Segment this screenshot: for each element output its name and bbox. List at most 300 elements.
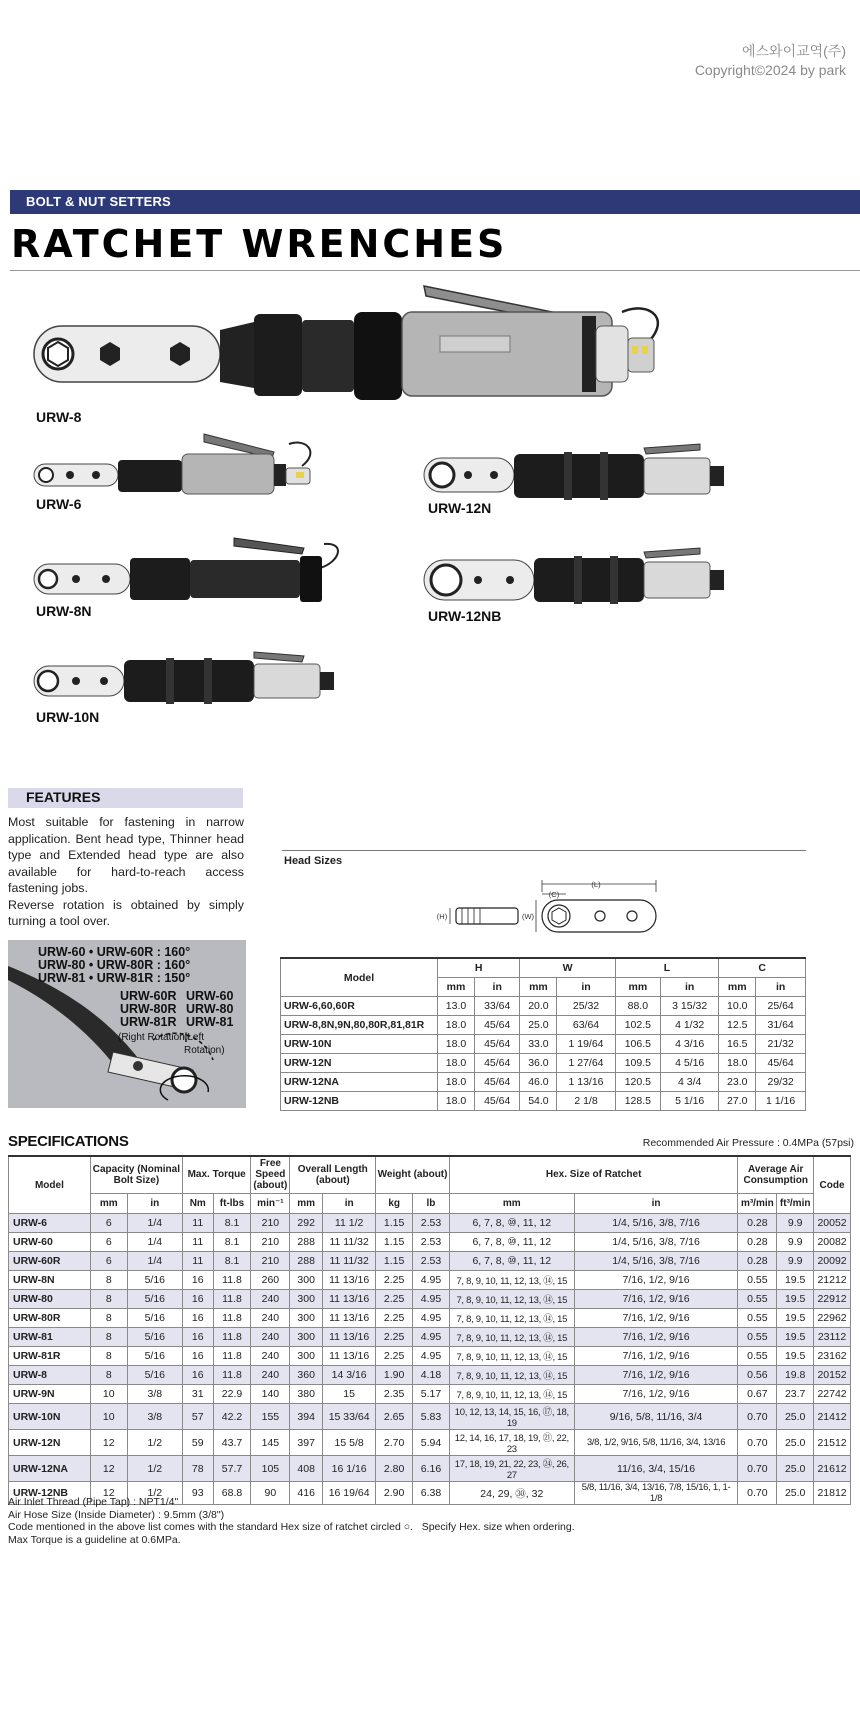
- spec-model-cell: URW-60R: [9, 1252, 91, 1271]
- spec-value-cell: 57.7: [213, 1456, 251, 1482]
- spec-model-cell: URW-8N: [9, 1271, 91, 1290]
- spec-value-cell: 43.7: [213, 1430, 251, 1456]
- spec-value-cell: 25.0: [777, 1430, 814, 1456]
- spec-value-cell: 1/2: [127, 1430, 182, 1456]
- spec-value-cell: 9.9: [777, 1233, 814, 1252]
- spec-value-cell: 9.9: [777, 1214, 814, 1233]
- spec-value-cell: 408: [290, 1456, 323, 1482]
- spec-value-cell: 16: [182, 1290, 213, 1309]
- spec-value-cell: 21812: [814, 1482, 851, 1505]
- angle-photo: [8, 940, 246, 1108]
- page-title: RATCHET WRENCHES: [11, 222, 508, 266]
- spec-value-cell: 0.70: [738, 1430, 777, 1456]
- spec-header-model: Model: [9, 1156, 91, 1214]
- spec-value-cell: 11 11/32: [323, 1252, 376, 1271]
- spec-value-cell: 145: [251, 1430, 290, 1456]
- hs-value-cell: 4 3/4: [661, 1073, 719, 1092]
- spec-value-cell: 5/16: [127, 1366, 182, 1385]
- hs-unit-header: mm: [438, 978, 475, 997]
- spec-value-cell: 21412: [814, 1404, 851, 1430]
- spec-notes: [8, 1496, 575, 1546]
- hs-value-cell: 3 15/32: [661, 997, 719, 1016]
- spec-value-cell: 11.8: [213, 1347, 251, 1366]
- right-model-1: URW-60R: [120, 989, 177, 1003]
- spec-value-cell: 394: [290, 1404, 323, 1430]
- hs-model-cell: URW-12NB: [281, 1092, 438, 1111]
- hs-value-cell: 45/64: [474, 1016, 519, 1035]
- spec-model-cell: URW-6: [9, 1214, 91, 1233]
- hs-value-cell: 120.5: [615, 1073, 660, 1092]
- spec-value-cell: 7, 8, 9, 10, 11, 12, 13, ⑭, 15: [449, 1271, 574, 1290]
- spec-value-cell: 1.15: [376, 1233, 413, 1252]
- hs-value-cell: 13.0: [438, 997, 475, 1016]
- spec-value-cell: 23162: [814, 1347, 851, 1366]
- spec-value-cell: 15 33/64: [323, 1404, 376, 1430]
- features-heading: FEATURES: [26, 789, 101, 805]
- hs-value-cell: 45/64: [474, 1054, 519, 1073]
- hs-value-cell: 12.5: [719, 1016, 756, 1035]
- spec-value-cell: 8: [90, 1271, 127, 1290]
- spec-value-cell: 4.95: [413, 1271, 450, 1290]
- spec-table-row: [9, 1347, 851, 1366]
- spec-table-row: [9, 1290, 851, 1309]
- hs-unit-header: in: [557, 978, 615, 997]
- spec-value-cell: 24, 29, ㉚, 32: [449, 1482, 574, 1505]
- hs-table-row: [281, 1035, 806, 1054]
- spec-value-cell: 3/8: [127, 1385, 182, 1404]
- spec-value-cell: 11 11/32: [323, 1233, 376, 1252]
- spec-value-cell: 2.53: [413, 1214, 450, 1233]
- spec-model-cell: URW-12N: [9, 1430, 91, 1456]
- spec-value-cell: 7/16, 1/2, 9/16: [574, 1290, 738, 1309]
- hs-table-row: [281, 1073, 806, 1092]
- title-divider: [10, 270, 860, 271]
- spec-value-cell: 0.70: [738, 1456, 777, 1482]
- spec-value-cell: 7, 8, 9, 10, 11, 12, 13, ⑭, 15: [449, 1366, 574, 1385]
- spec-value-cell: 288: [290, 1233, 323, 1252]
- spec-value-cell: 22912: [814, 1290, 851, 1309]
- spec-value-cell: 1/4, 5/16, 3/8, 7/16: [574, 1252, 738, 1271]
- tool-image-urw-10n: [34, 648, 354, 712]
- spec-value-cell: 11 13/16: [323, 1271, 376, 1290]
- spec-value-cell: 3/8, 1/2, 9/16, 5/8, 11/16, 3/4, 13/16: [574, 1430, 738, 1456]
- hs-model-cell: URW-10N: [281, 1035, 438, 1054]
- spec-value-cell: 12: [90, 1430, 127, 1456]
- spec-value-cell: 10, 12, 13, 14, 15, 16, ⑰, 18, 19: [449, 1404, 574, 1430]
- spec-value-cell: 12, 14, 16, 17, 18, 19, ㉑, 22, 23: [449, 1430, 574, 1456]
- spec-value-cell: 11.8: [213, 1328, 251, 1347]
- spec-unit-header: mm: [290, 1193, 323, 1213]
- dim-label-w: (W): [521, 912, 535, 921]
- spec-value-cell: 0.55: [738, 1309, 777, 1328]
- spec-value-cell: 1/4: [127, 1233, 182, 1252]
- hs-value-cell: 33/64: [474, 997, 519, 1016]
- spec-value-cell: 12: [90, 1482, 127, 1505]
- spec-value-cell: 21212: [814, 1271, 851, 1290]
- hs-value-cell: 54.0: [520, 1092, 557, 1111]
- spec-value-cell: 9/16, 5/8, 11/16, 3/4: [574, 1404, 738, 1430]
- spec-value-cell: 15 5/8: [323, 1430, 376, 1456]
- spec-value-cell: 300: [290, 1271, 323, 1290]
- spec-model-cell: URW-8: [9, 1366, 91, 1385]
- hs-value-cell: 1 13/16: [557, 1073, 615, 1092]
- spec-value-cell: 240: [251, 1347, 290, 1366]
- spec-value-cell: 22742: [814, 1385, 851, 1404]
- spec-value-cell: 14 3/16: [323, 1366, 376, 1385]
- spec-value-cell: 4.95: [413, 1309, 450, 1328]
- spec-model-cell: URW-10N: [9, 1404, 91, 1430]
- features-text: [8, 814, 244, 930]
- hs-value-cell: 63/64: [557, 1016, 615, 1035]
- angle-line-1: URW-60 • URW-60R : 160°: [38, 945, 191, 959]
- spec-value-cell: 6: [90, 1214, 127, 1233]
- spec-unit-header: Nm: [182, 1193, 213, 1213]
- spec-table-row: [9, 1430, 851, 1456]
- dim-label-c: (C): [548, 890, 560, 899]
- spec-value-cell: 7/16, 1/2, 9/16: [574, 1309, 738, 1328]
- head-sizes-divider: [282, 850, 806, 851]
- spec-value-cell: 5.83: [413, 1404, 450, 1430]
- spec-value-cell: 15: [323, 1385, 376, 1404]
- dim-label-l: (L): [591, 880, 601, 889]
- spec-value-cell: 5.17: [413, 1385, 450, 1404]
- spec-value-cell: 9.9: [777, 1252, 814, 1271]
- spec-value-cell: 11 1/2: [323, 1214, 376, 1233]
- spec-value-cell: 11: [182, 1233, 213, 1252]
- hs-value-cell: 4 5/16: [661, 1054, 719, 1073]
- spec-header-hex: Hex. Size of Ratchet: [449, 1156, 738, 1193]
- hs-unit-header: mm: [520, 978, 557, 997]
- hs-value-cell: 45/64: [474, 1092, 519, 1111]
- dim-label-h: (H): [436, 912, 448, 921]
- spec-unit-header: in: [574, 1193, 738, 1213]
- hs-model-cell: URW-12NA: [281, 1073, 438, 1092]
- spec-value-cell: 90: [251, 1482, 290, 1505]
- spec-table-row: [9, 1366, 851, 1385]
- spec-value-cell: 19.8: [777, 1366, 814, 1385]
- spec-value-cell: 300: [290, 1290, 323, 1309]
- spec-value-cell: 1.15: [376, 1214, 413, 1233]
- spec-value-cell: 7/16, 1/2, 9/16: [574, 1328, 738, 1347]
- spec-value-cell: 68.8: [213, 1482, 251, 1505]
- spec-value-cell: 11: [182, 1252, 213, 1271]
- spec-unit-header: in: [127, 1193, 182, 1213]
- spec-value-cell: 7/16, 1/2, 9/16: [574, 1347, 738, 1366]
- spec-value-cell: 11/16, 3/4, 15/16: [574, 1456, 738, 1482]
- hs-value-cell: 45/64: [474, 1073, 519, 1092]
- spec-value-cell: 93: [182, 1482, 213, 1505]
- specifications-table: [8, 1155, 851, 1505]
- spec-value-cell: 19.5: [777, 1309, 814, 1328]
- spec-unit-header: kg: [376, 1193, 413, 1213]
- spec-value-cell: 19.5: [777, 1347, 814, 1366]
- spec-unit-header: lb: [413, 1193, 450, 1213]
- hs-unit-header: mm: [719, 978, 756, 997]
- hs-value-cell: 18.0: [438, 1092, 475, 1111]
- spec-value-cell: 25.0: [777, 1404, 814, 1430]
- spec-unit-header: ft³/min: [777, 1193, 814, 1213]
- hs-value-cell: 25/32: [557, 997, 615, 1016]
- hs-value-cell: 18.0: [438, 1073, 475, 1092]
- tool-image-urw-6: [34, 430, 324, 500]
- spec-value-cell: 300: [290, 1328, 323, 1347]
- spec-table-row: [9, 1404, 851, 1430]
- spec-value-cell: 20082: [814, 1233, 851, 1252]
- category-bar: [10, 190, 860, 214]
- hs-value-cell: 18.0: [719, 1054, 756, 1073]
- spec-value-cell: 22.9: [213, 1385, 251, 1404]
- spec-value-cell: 16: [182, 1347, 213, 1366]
- spec-value-cell: 0.55: [738, 1271, 777, 1290]
- spec-value-cell: 1.90: [376, 1366, 413, 1385]
- spec-value-cell: 16: [182, 1309, 213, 1328]
- hs-value-cell: 18.0: [438, 1035, 475, 1054]
- spec-value-cell: 7, 8, 9, 10, 11, 12, 13, ⑭, 15: [449, 1347, 574, 1366]
- spec-value-cell: 7/16, 1/2, 9/16: [574, 1366, 738, 1385]
- spec-value-cell: 5/16: [127, 1347, 182, 1366]
- spec-value-cell: 210: [251, 1214, 290, 1233]
- spec-value-cell: 20052: [814, 1214, 851, 1233]
- right-rotation-label: (Right Rotation): [118, 1032, 189, 1043]
- spec-value-cell: 11.8: [213, 1366, 251, 1385]
- spec-value-cell: 25.0: [777, 1456, 814, 1482]
- left-model-2: URW-80: [186, 1002, 234, 1016]
- spec-table-row: [9, 1233, 851, 1252]
- spec-header-speed: Free Speed (about): [251, 1156, 290, 1193]
- spec-model-cell: URW-12NB: [9, 1482, 91, 1505]
- tool-label-urw-10n: URW-10N: [36, 709, 100, 725]
- spec-value-cell: 8: [90, 1366, 127, 1385]
- spec-value-cell: 7, 8, 9, 10, 11, 12, 13, ⑭, 15: [449, 1385, 574, 1404]
- spec-value-cell: 2.25: [376, 1347, 413, 1366]
- head-sizes-title: Head Sizes: [284, 855, 343, 867]
- spec-value-cell: 2.90: [376, 1482, 413, 1505]
- hs-value-cell: 106.5: [615, 1035, 660, 1054]
- hs-value-cell: 128.5: [615, 1092, 660, 1111]
- spec-value-cell: 240: [251, 1309, 290, 1328]
- hs-value-cell: 31/64: [756, 1016, 806, 1035]
- spec-value-cell: 2.35: [376, 1385, 413, 1404]
- angle-line-2: URW-80 • URW-80R : 160°: [38, 958, 191, 972]
- spec-unit-header: min⁻¹: [251, 1193, 290, 1213]
- hs-value-cell: 10.0: [719, 997, 756, 1016]
- spec-table-row: [9, 1456, 851, 1482]
- spec-value-cell: 0.67: [738, 1385, 777, 1404]
- spec-value-cell: 1/4: [127, 1214, 182, 1233]
- spec-value-cell: 105: [251, 1456, 290, 1482]
- spec-value-cell: 16: [182, 1271, 213, 1290]
- spec-value-cell: 240: [251, 1366, 290, 1385]
- hs-group-w: W: [520, 958, 615, 978]
- hs-group-l: L: [615, 958, 719, 978]
- spec-value-cell: 21512: [814, 1430, 851, 1456]
- tool-label-urw-8: URW-8: [36, 409, 82, 425]
- spec-value-cell: 7, 8, 9, 10, 11, 12, 13, ⑭, 15: [449, 1309, 574, 1328]
- spec-value-cell: 57: [182, 1404, 213, 1430]
- hs-value-cell: 23.0: [719, 1073, 756, 1092]
- hs-table-row: [281, 1092, 806, 1111]
- spec-value-cell: 1/4, 5/16, 3/8, 7/16: [574, 1233, 738, 1252]
- spec-value-cell: 240: [251, 1290, 290, 1309]
- spec-value-cell: 1/4: [127, 1252, 182, 1271]
- spec-model-cell: URW-81: [9, 1328, 91, 1347]
- spec-value-cell: 4.95: [413, 1347, 450, 1366]
- hs-value-cell: 21/32: [756, 1035, 806, 1054]
- spec-header-code: Code: [814, 1156, 851, 1214]
- spec-value-cell: 1/2: [127, 1456, 182, 1482]
- hs-table-row: [281, 1054, 806, 1073]
- note-max-torque: Max Torque is a guideline at 0.6MPa.: [8, 1533, 181, 1546]
- spec-model-cell: URW-12NA: [9, 1456, 91, 1482]
- hs-unit-header: in: [756, 978, 806, 997]
- hs-value-cell: 16.5: [719, 1035, 756, 1054]
- spec-value-cell: 6.16: [413, 1456, 450, 1482]
- spec-value-cell: 25.0: [777, 1482, 814, 1505]
- spec-value-cell: 11.8: [213, 1271, 251, 1290]
- spec-value-cell: 11: [182, 1214, 213, 1233]
- spec-unit-header: m³/min: [738, 1193, 777, 1213]
- category-label: BOLT & NUT SETTERS: [26, 194, 171, 209]
- spec-value-cell: 16: [182, 1328, 213, 1347]
- spec-value-cell: 6: [90, 1233, 127, 1252]
- spec-value-cell: 240: [251, 1328, 290, 1347]
- spec-value-cell: 1/2: [127, 1482, 182, 1505]
- spec-value-cell: 2.25: [376, 1290, 413, 1309]
- hs-unit-header: in: [661, 978, 719, 997]
- note-code: Code mentioned in the above list comes with the standard Hex size of ratchet circled ○. Specify Hex. size when ordering.: [8, 1521, 575, 1533]
- hs-value-cell: 45/64: [474, 1035, 519, 1054]
- spec-table-row: [9, 1328, 851, 1347]
- note-hose-size: Air Hose Size (Inside Diameter) : 9.5mm (3/8"): [8, 1508, 225, 1521]
- spec-value-cell: 0.55: [738, 1328, 777, 1347]
- spec-value-cell: 6.38: [413, 1482, 450, 1505]
- spec-value-cell: 4.95: [413, 1328, 450, 1347]
- spec-value-cell: 11 13/16: [323, 1347, 376, 1366]
- spec-value-cell: 260: [251, 1271, 290, 1290]
- spec-unit-header: in: [323, 1193, 376, 1213]
- hs-value-cell: 1 27/64: [557, 1054, 615, 1073]
- tool-label-urw-12n: URW-12N: [428, 500, 492, 516]
- spec-model-cell: URW-81R: [9, 1347, 91, 1366]
- spec-value-cell: 0.55: [738, 1290, 777, 1309]
- spec-header-capacity: Capacity (Nominal Bolt Size): [90, 1156, 182, 1193]
- hs-table-row: [281, 1016, 806, 1035]
- hs-value-cell: 36.0: [520, 1054, 557, 1073]
- spec-unit-header: mm: [449, 1193, 574, 1213]
- spec-value-cell: 5/16: [127, 1290, 182, 1309]
- spec-value-cell: 19.5: [777, 1290, 814, 1309]
- spec-header-air: Average Air Consumption: [738, 1156, 814, 1193]
- hs-value-cell: 4 3/16: [661, 1035, 719, 1054]
- spec-value-cell: 17, 18, 19, 21, 22, 23, ㉔, 26, 27: [449, 1456, 574, 1482]
- spec-value-cell: 300: [290, 1309, 323, 1328]
- spec-value-cell: 1/4, 5/16, 3/8, 7/16: [574, 1214, 738, 1233]
- spec-value-cell: 11 13/16: [323, 1309, 376, 1328]
- spec-value-cell: 0.70: [738, 1404, 777, 1430]
- spec-value-cell: 7/16, 1/2, 9/16: [574, 1385, 738, 1404]
- spec-value-cell: 0.55: [738, 1347, 777, 1366]
- spec-table-row: [9, 1271, 851, 1290]
- hs-value-cell: 4 1/32: [661, 1016, 719, 1035]
- spec-model-cell: URW-80R: [9, 1309, 91, 1328]
- spec-value-cell: 78: [182, 1456, 213, 1482]
- spec-value-cell: 6, 7, 8, ⑩, 11, 12: [449, 1233, 574, 1252]
- angle-line-3: URW-81 • URW-81R : 150°: [38, 971, 191, 985]
- hs-value-cell: 20.0: [520, 997, 557, 1016]
- tool-label-urw-12nb: URW-12NB: [428, 608, 502, 624]
- spec-value-cell: 10: [90, 1385, 127, 1404]
- spec-value-cell: 2.25: [376, 1309, 413, 1328]
- spec-value-cell: 2.25: [376, 1328, 413, 1347]
- spec-value-cell: 7/16, 1/2, 9/16: [574, 1271, 738, 1290]
- spec-table-row: [9, 1385, 851, 1404]
- specifications-title: SPECIFICATIONS: [8, 1133, 129, 1150]
- spec-value-cell: 20092: [814, 1252, 851, 1271]
- spec-value-cell: 22962: [814, 1309, 851, 1328]
- spec-value-cell: 10: [90, 1404, 127, 1430]
- hs-value-cell: 27.0: [719, 1092, 756, 1111]
- hs-value-cell: 2 1/8: [557, 1092, 615, 1111]
- spec-value-cell: 42.2: [213, 1404, 251, 1430]
- spec-value-cell: 0.28: [738, 1233, 777, 1252]
- spec-header-weight: Weight (about): [376, 1156, 450, 1193]
- spec-value-cell: 6, 7, 8, ⑩, 11, 12: [449, 1252, 574, 1271]
- spec-table-row: [9, 1252, 851, 1271]
- spec-value-cell: 21612: [814, 1456, 851, 1482]
- spec-value-cell: 19.5: [777, 1328, 814, 1347]
- spec-value-cell: 6: [90, 1252, 127, 1271]
- hs-value-cell: 1 19/64: [557, 1035, 615, 1054]
- recommended-air-pressure: Recommended Air Pressure : 0.4MPa (57psi): [642, 1137, 854, 1149]
- spec-table-row: [9, 1214, 851, 1233]
- note-inlet-thread: Air Inlet Thread (Pipe Tap) : NPT1/4": [8, 1496, 179, 1508]
- hs-value-cell: 46.0: [520, 1073, 557, 1092]
- spec-header-torque: Max. Torque: [182, 1156, 251, 1193]
- spec-value-cell: 1.15: [376, 1252, 413, 1271]
- spec-model-cell: URW-80: [9, 1290, 91, 1309]
- spec-value-cell: 16 19/64: [323, 1482, 376, 1505]
- hs-model-header: Model: [281, 958, 438, 997]
- spec-value-cell: 59: [182, 1430, 213, 1456]
- spec-model-cell: URW-60: [9, 1233, 91, 1252]
- hs-value-cell: 5 1/16: [661, 1092, 719, 1111]
- spec-value-cell: 8.1: [213, 1252, 251, 1271]
- spec-value-cell: 11.8: [213, 1290, 251, 1309]
- spec-model-cell: URW-9N: [9, 1385, 91, 1404]
- spec-value-cell: 2.53: [413, 1233, 450, 1252]
- spec-value-cell: 140: [251, 1385, 290, 1404]
- features-paragraph-2: Reverse rotation is obtained by simply turning a tool over.: [8, 897, 244, 928]
- features-heading-bar: [8, 788, 243, 808]
- spec-value-cell: 7, 8, 9, 10, 11, 12, 13, ⑭, 15: [449, 1328, 574, 1347]
- spec-value-cell: 8: [90, 1328, 127, 1347]
- spec-value-cell: 11.8: [213, 1309, 251, 1328]
- watermark-company: 에스와이교역(주): [742, 43, 846, 59]
- spec-value-cell: 2.70: [376, 1430, 413, 1456]
- spec-value-cell: 5/8, 11/16, 3/4, 13/16, 7/8, 15/16, 1, 1-1/8: [574, 1482, 738, 1505]
- spec-value-cell: 416: [290, 1482, 323, 1505]
- spec-value-cell: 23.7: [777, 1385, 814, 1404]
- features-paragraph-1: Most suitable for fastening in narrow application. Bent head type, Thinner head type and Extended head type are also available for hard-to-reach access fastening jobs.: [8, 815, 244, 895]
- hs-value-cell: 102.5: [615, 1016, 660, 1035]
- spec-value-cell: 8: [90, 1309, 127, 1328]
- hs-model-cell: URW-6,60,60R: [281, 997, 438, 1016]
- spec-header-length: Overall Length (about): [290, 1156, 376, 1193]
- spec-value-cell: 31: [182, 1385, 213, 1404]
- hs-unit-header: mm: [615, 978, 660, 997]
- hs-table-row: [281, 997, 806, 1016]
- tool-image-urw-8n: [34, 534, 344, 604]
